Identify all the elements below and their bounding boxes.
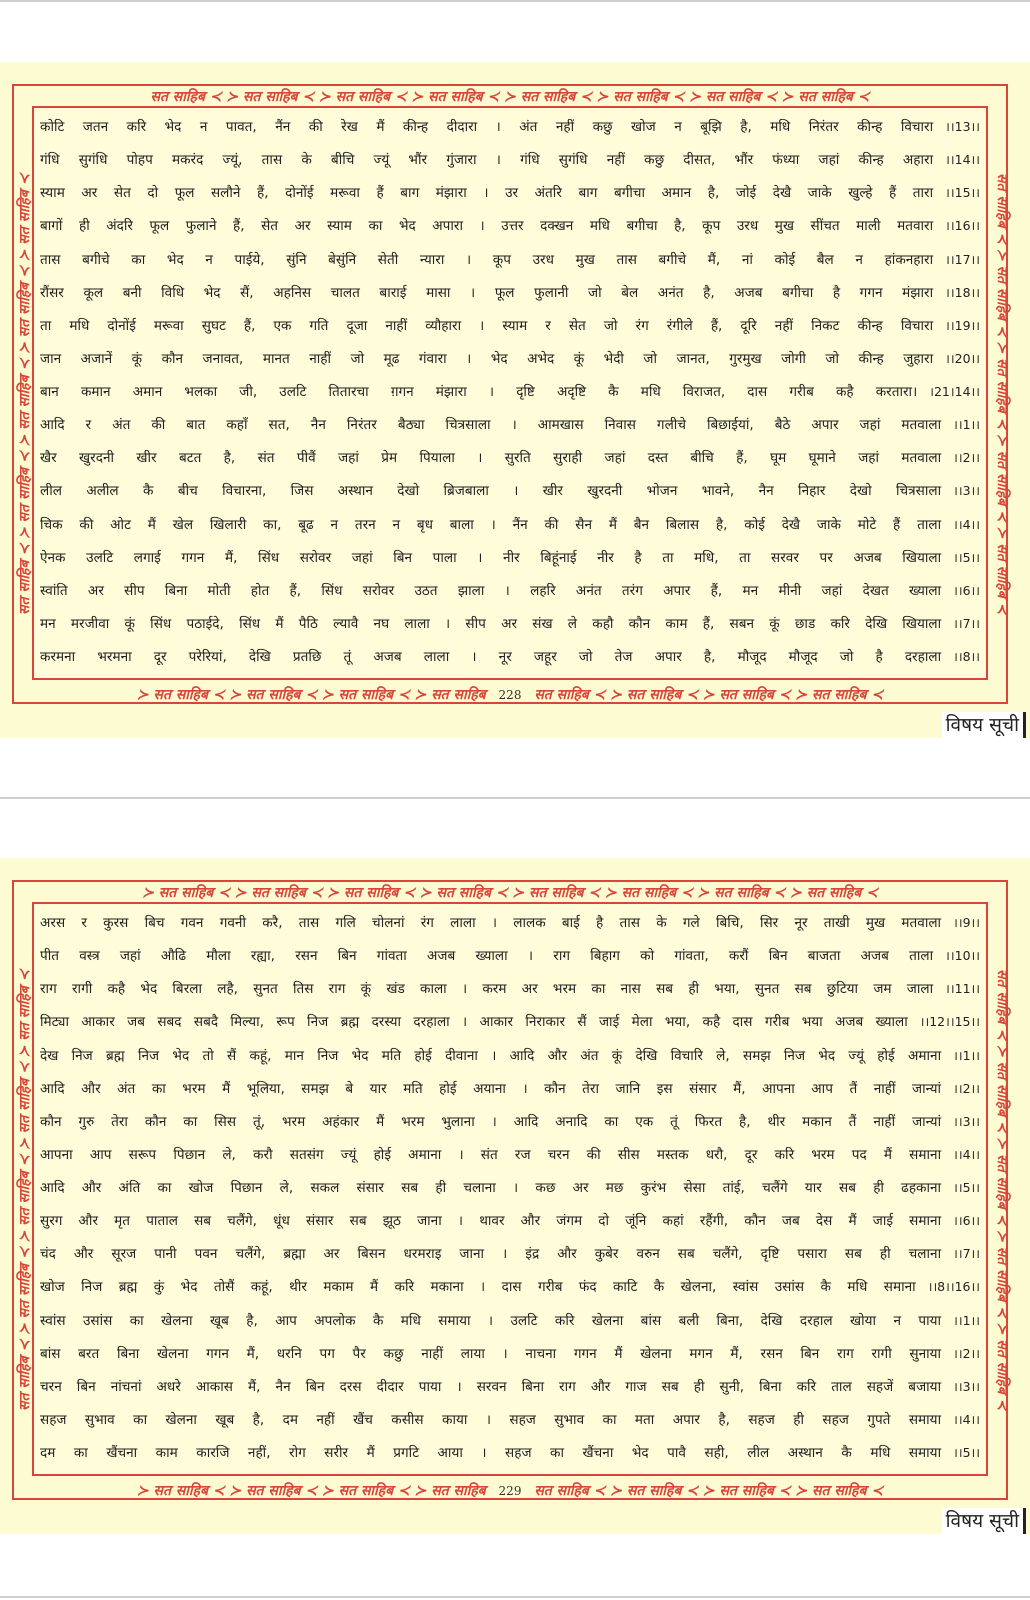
verse-line: देख निज ब्रह्म निज भेद तो सैं कहूं, मान निज भेद मति होई दीवाना । आदि और अंत कूं देखि विचारि ले, समझ निज भेद ज्यूं होई अमाना ।।1।। (40, 1047, 980, 1064)
verse-line: चंद और सूरज पानी पवन चलैंगे, ब्रह्मा अर बिसन धरमराइ जाना । इंद्र और कुबेर वरुन सब चलैंगे, दृष्टि पसारा सब ही चलाना ।।7।। (40, 1246, 980, 1263)
top-divider (0, 0, 1030, 2)
page-228 (0, 62, 1030, 738)
border-band-left: सत साहिब ≺ ≻ सत साहिब ≺ ≻ सत साहिब ≺ ≻ सत साहिब ≺ ≻ सत साहिब ≺ (17, 969, 33, 1411)
verse-line: चरन बिन नांचनां अधरे आकास मैं, नैन बिन दरस दीदार पाया । सरवन बिना राग और गाज सब ही सुनी, बिना करि ताल सहजें बजाया ।।3।। (40, 1378, 980, 1395)
verse-line: बागों ही अंदरि फूल फुलाने हैं, सेत अर स्याम का भेद अपारा । उत्तर दक्खन मधि बगीचा है, कूप उरध मुख सींचत माली मतवारा ।।16।। (40, 218, 980, 235)
border-band-top: ≻ सत साहिब ≺ ≻ सत साहिब ≺ ≻ सत साहिब ≺ ≻ सत साहिब ≺ ≻ सत साहिब ≺ ≻ सत साहिब ≺ ≻ सत साहिब ≺ ≻ सत साहिब ≺ (142, 885, 878, 901)
verse-block (40, 908, 980, 1468)
border-band-bottom: ≻ सत साहिब ≺ ≻ सत साहिब ≺ ≻ सत साहिब ≺ ≻ सत साहिब 228 सत साहिब ≺ ≻ सत साहिब ≺ ≻ सत साहिब ≺ ≻ सत साहिब ≺ (136, 687, 884, 703)
border-band-top: सत साहिब ≺ ≻ सत साहिब ≺ ≻ सत साहिब ≺ ≻ सत साहिब ≺ ≻ सत साहिब ≺ ≻ सत साहिब ≺ ≻ सत साहिब ≺ ≻ सत साहिब ≺ (150, 89, 870, 105)
verse-line: रौंसर कूल बनी विधि भेद सैं, अहनिस चालत बाराई मासा । फूल फुलानी जो बेल अनंत है, अजब बगीचा है गगन मंझारा ।।18।। (40, 284, 980, 301)
verse-line: स्वांस उसांस का खेलना खूब है, आप अपलोक कै मधि समाया । उलटि करि खेलना बांस बली बिना, देखि दरहाल खोया न पाया ।।1।। (40, 1312, 980, 1329)
verse-line: आदि और अंति का खोज पिछान ले, सकल संसार सब ही चलाना । कछ अर मछ कुरंभ सेसा तांई, चलैंगे यार सब ही ढहकाना ।।5।। (40, 1180, 980, 1196)
verse-line: बांस बरत बिना खेलना गगन मैं, धरनि पग पैर कछु नाहीं लाया । नाचना गगन मैं खेलना मगन मैं, रसन बिन राग रागी सुनाया ।।2।। (40, 1345, 980, 1362)
verse-line: मन मरजीवा कूं सिंध पठाईदे, सिंध मैं पैठि ल्यावै नघ लाला । सीप अर संख ले कहौ कौन काम हैं, सबन कूं छाड करि देखि खियाला ।।7।। (40, 615, 980, 632)
verse-line: खोज निज ब्रह्म कुं भेद तोसैं कहूं, थीर मकाम मैं करि मकाना । दास गरीब फंद काटि कै खेलना, स्वांस उसांस कै मधि समाना ।।8।।16।। (40, 1279, 980, 1296)
verse-line: स्वांति अर सीप बिना मोती होत हैं, सिंध सरोवर उठत झाला । लहरि अनंत तरंग अपार हैं, मन मीनी जहां देखत ख्याला ।।6।। (40, 582, 980, 599)
border-band-left: सत साहिब ≺ ≻ सत साहिब ≺ ≻ सत साहिब ≺ ≻ सत साहिब ≺ ≻ सत साहिब ≺ (17, 173, 33, 615)
verse-line: जान अजानें कूं कौन जनावत, मानत नाहीं जो मूढ गंवारा । भेद अभेद कूं भेदी जो जानत, गुरमुख जोगी जो कीन्ह जुहारा ।।20।। (40, 350, 980, 367)
bottom-divider (0, 1596, 1030, 1598)
verse-line: ता मधि दोनोंई मरूवा सुघट हैं, एक गति दूजा नाहीं व्यौहारा । स्याम र सेत जो रंग रंगीले हैं, दूरि नहीं निकट कीन्ह विचारा ।।19।। (40, 317, 980, 334)
verse-line: आदि और अंत का भरम मैं भूलिया, समझ बे यार मति होई अयाना । कौन तेरा जानि इस संसार मैं, आपना आप तैं नाहीं जान्यां ।।2।। (40, 1080, 980, 1097)
toc-link[interactable]: विषय सूची (942, 712, 1026, 738)
verse-line: कौन गुरु तेरा कौन का सिस तूं, भरम अहंकार मैं भरम भुलाना । आदि अनादि का एक तूं फिरत है, थीर मकान तैं नाहीं जान्यां ।।3।। (40, 1113, 980, 1130)
page-number: 229 (498, 1484, 522, 1498)
verse-line: दम का खैंचना काम कारजि नहीं, रोग सरीर मैं प्रगटि आया । सहज का खैंचना भेद पावै सही, लील अस्थान कै मधि समाया ।।5।। (40, 1445, 980, 1461)
verse-line: आपना आप सरूप पिछान ले, करौ सतसंग ज्यूं होई अमाना । संत रज चरन की सीस मस्तक धरौ, दूर करि भरम पद मैं समाना ।।4।। (40, 1146, 980, 1163)
page-number: 228 (498, 688, 522, 702)
page-divider (0, 797, 1030, 799)
verse-line: लील अलील कै बीच विचारना, जिस अस्थान देखो ब्रिजबाला । खीर खुरदनी भोजन भावने, नैन निहार देखो चित्रसाला ।।3।। (40, 483, 980, 500)
verse-line: खैर खुरदनी खीर बटत है, संत पीवैं जहां प्रेम पियाला । सुरति सुराही जहां दस्त बीचि हैं, घूम घूमाने जहां मतवाला ।।2।। (40, 450, 980, 467)
verse-line: मिट्या आकार जब सबद सबदै मिल्या, रूप निज ब्रह्म दरस्या दरहाला । आकार निराकार सैं जाई मेला भया, कहै दास गरीब भया अजब ख्याला ।।12।।15।। (40, 1014, 980, 1031)
verse-line: आदि र अंत की बात कहाँ सत, नैन निरंतर बैठ्या चित्रसाला । आमखास निवास गलीचे बिछाईयां, बैठे अपार जहां मतवाला ।।1।। (40, 417, 980, 434)
verse-line: गंधि सुगंधि पोहप मकरंद ज्यूं, तास के बीचि ज्यूं भौंर गुंजारा । गंधि सुगंधि नहीं कछु दीसत, भौंर फंध्या जहां कीन्ह अहारा ।।14।। (40, 152, 980, 169)
verse-line: चिक की ओट मैं खेल खिलारी का, बूढ न तरन न बृध बाला । नैंन की सैन मैं बैन बिलास है, कोई देखै जाके मोटे हैं ताला ।।4।। (40, 516, 980, 533)
verse-block (40, 112, 980, 672)
verse-line: करमना भरमना दूर परेरियां, देखि प्रतछि तूं अजब लाला । नूर जहूर जो तेज अपार है, मौजूद मौजूद जो है दरहाला ।।8।। (40, 649, 980, 665)
verse-line: बान कमान अमान भलका जी, उलटि तितारचा ग़गन मंझारा । दृष्टि अदृष्टि कै मधि विराजत, दास गरीब कहै करतारा। ।21।14।। (40, 384, 980, 400)
border-band-right: सत साहिब ≺ ≻ सत साहिब ≺ ≻ सत साहिब ≺ ≻ सत साहिब ≺ ≻ सत साहिब ≺ (994, 173, 1010, 615)
verse-line: अरस र कुरस बिच गवन गवनी करै, तास गलि चोलनां रंग लाला । लालक बाई है तास के गले बिचि, सिर नूर ताखी मुख मतवाला ।।9।। (40, 915, 980, 931)
verse-line: कोटि जतन करि भेद न पावत, नैंन की रेख मैं कीन्ह दीदारा । अंत नहीं कछु खोज न बूझि है, मधि निरंतर कीन्ह विचारा ।।13।। (40, 119, 980, 135)
verse-line: पीत वस्त्र जहां औढि मौला रह्या, रसन बिन गांवता अजब ख्याला । राग बिहाग को गांवता, करौं बिन बाजता अजब ताला ।।10।। (40, 948, 980, 965)
verse-line: स्याम अर सेत दो फूल सलौने हैं, दोनोंई मरूवा हैं बाग मंझारा । उर अंतरि बाग बगीचा अमान है, जोई देखै जाके खुल्हे हैं तारा ।।15।। (40, 185, 980, 202)
border-band-bottom: ≻ सत साहिब ≺ ≻ सत साहिब ≺ ≻ सत साहिब ≺ ≻ सत साहिब 229 सत साहिब ≺ ≻ सत साहिब ≺ ≻ सत साहिब ≺ ≻ सत साहिब ≺ (136, 1483, 884, 1499)
page-229 (0, 858, 1030, 1534)
toc-link[interactable]: विषय सूची (942, 1508, 1026, 1534)
verse-line: राग रागी कहै भेद बिरला लहै, सुनत तिस राग कूं खंड काला । करम अर भरम का नास सब ही भया, सुनत सब छुटिया जम जाला ।।11।। (40, 981, 980, 998)
border-band-right: सत साहिब ≺ ≻ सत साहिब ≺ ≻ सत साहिब ≺ ≻ सत साहिब ≺ ≻ सत साहिब ≺ (994, 969, 1010, 1411)
verse-line: सहज सुभाव का खेलना खूब है, दम नहीं खैंच कसीस काया । सहज सुभाव का मता अपार है, सहज ही सहज गुपते समाया ।।4।। (40, 1411, 980, 1428)
verse-line: सुरग और मृत पाताल सब चलैंगे, धूंध संसार सब झूठ जाना । थावर और जंगम दो जूंनि कहां रहैंगी, कौन जब देस मैं जाई समाना ।।6।। (40, 1213, 980, 1230)
verse-line: ऐनक उलटि लगाई गगन मैं, सिंध सरोवर जहां बिन पाला । नीर बिहूंनाई नीर है ता मधि, ता सरवर पर अजब खियाला ।।5।। (40, 549, 980, 566)
verse-line: तास बगीचे का भेद न पाईये, सुंनि बेसुंनि सेती न्यारा । कूप उरध मुख तास बगीचे मैं, नां कोई बैल न हांकनहारा ।।17।। (40, 251, 980, 268)
